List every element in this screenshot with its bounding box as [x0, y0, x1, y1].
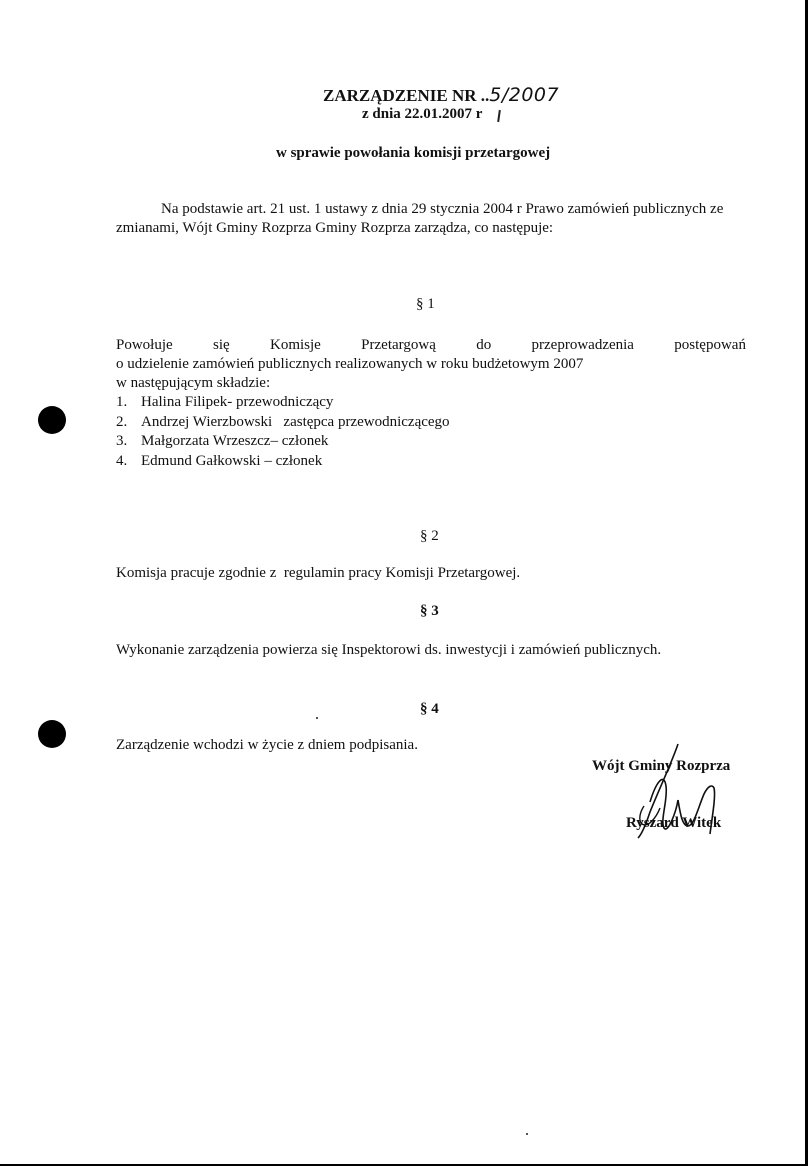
punch-hole-top — [38, 406, 66, 434]
list-item — [116, 413, 450, 433]
member-name: Małgorzata Wrzeszcz– członek — [141, 433, 329, 449]
document-date: z dnia 22.01.2007 r — [362, 106, 483, 122]
scan-speck — [526, 1133, 528, 1135]
list-item — [116, 432, 450, 452]
title-prefix: ZARZĄDZENIE NR .. — [323, 86, 490, 105]
document-title — [323, 84, 559, 106]
list-number: 3. — [116, 433, 128, 449]
pen-mark — [497, 110, 501, 122]
word: Przetargową — [361, 337, 436, 353]
section-1-line-2: o udzielenie zamówień publicznych realizowanych w roku budżetowym 2007 — [116, 356, 584, 372]
word: Komisje — [270, 337, 321, 353]
list-item — [116, 393, 450, 413]
member-name: Edmund Gałkowski – członek — [141, 452, 323, 469]
section-3-sign: § 3 — [420, 603, 439, 619]
word: się — [213, 337, 230, 353]
signatory-title: Wójt Gminy Rozprza — [592, 758, 731, 774]
scan-speck — [316, 717, 318, 719]
list-number: 2. — [116, 413, 128, 430]
section-2-sign: § 2 — [420, 528, 439, 544]
list-number: 4. — [116, 452, 128, 469]
word: Powołuje — [116, 337, 173, 353]
intro-paragraph: Na podstawie art. 21 ust. 1 ustawy z dnia 29 stycznia 2004 r Prawo zamówień publicznych ze zmianami, Wójt Gminy Rozprza Gminy Rozprza zarządza, co następuje: — [116, 201, 724, 236]
section-4-text: Zarządzenie wchodzi w życie z dniem podpisania. — [116, 737, 418, 753]
word: do — [476, 337, 492, 353]
section-1-text — [116, 336, 746, 393]
list-number: 1. — [116, 394, 128, 410]
punch-hole-bottom — [38, 720, 66, 748]
section-3-text: Wykonanie zarządzenia powierza się Inspektorowi ds. inwestycji i zamówień publicznych. — [116, 642, 662, 658]
commission-members-list — [116, 393, 450, 471]
word: przeprowadzenia — [531, 337, 634, 353]
handwritten-signature — [620, 742, 730, 842]
section-1-line-1 — [116, 336, 746, 355]
signatory-name: Ryszard Witek — [626, 815, 722, 831]
section-1-sign: § 1 — [416, 296, 435, 312]
member-name: Halina Filipek- przewodniczący — [141, 394, 334, 410]
section-4-sign: § 4 — [420, 701, 439, 717]
list-item — [116, 452, 450, 472]
word: postępowań — [674, 337, 746, 353]
title-number-handwritten: 5/2007 — [489, 84, 560, 106]
member-name: Andrzej Wierzbowski zastępca przewodniczącego — [141, 413, 450, 430]
section-1-line-3: w następującym składzie: — [116, 375, 271, 391]
section-2-text: Komisja pracuje zgodnie z regulamin pracy Komisji Przetargowej. — [116, 565, 521, 581]
document-subject: w sprawie powołania komisji przetargowej — [276, 145, 551, 161]
